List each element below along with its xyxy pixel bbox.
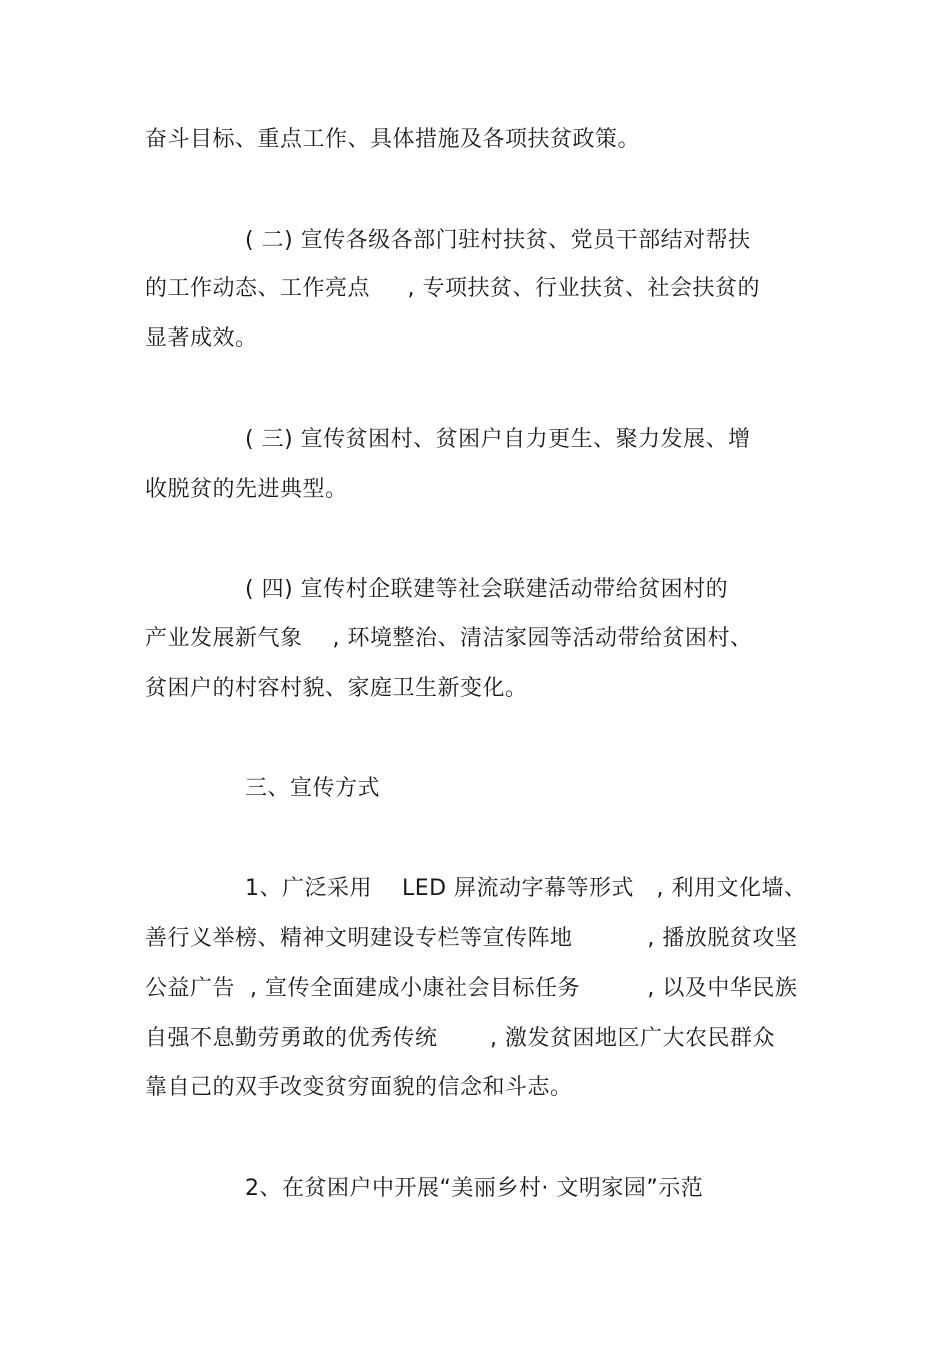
body-text-line: 产业发展新气象 , 环境整治、清洁家园等活动带给贫困村、 — [145, 626, 753, 651]
body-text-line: 公益广告 , 宣传全面建成小康社会目标任务 , 以及中华民族 — [145, 976, 798, 1001]
body-text-line: 收脱贫的先进典型。 — [145, 477, 348, 502]
body-text-line: 善行义举榜、精神文明建设专栏等宣传阵地 , 播放脱贫攻坚 — [145, 926, 798, 951]
body-text-line: 靠自己的双手改变贫穷面貌的信念和斗志。 — [145, 1075, 573, 1100]
body-text-line: 的工作动态、工作亮点 , 专项扶贫、行业扶贫、社会扶贫的 — [145, 276, 760, 301]
body-text-line: 贫困户的村容村貌、家庭卫生新变化。 — [145, 676, 528, 701]
item-2-line: 2、在贫困户中开展“美丽乡村· 文明家园”示范 — [245, 1176, 704, 1201]
body-text-line: 显著成效。 — [145, 326, 258, 351]
section-2-heading-line: ( 二) 宣传各级各部门驻村扶贫、党员干部结对帮扶 — [245, 228, 751, 253]
body-text-line: 自强不息勤劳勇敢的优秀传统 , 激发贫困地区广大农民群众 — [145, 1026, 775, 1051]
section-heading: 三、宣传方式 — [245, 776, 381, 801]
body-text-line: 奋斗目标、重点工作、具体措施及各项扶贫政策。 — [145, 127, 641, 152]
item-1-line: 1、广泛采用 LED 屏流动字幕等形式 , 利用文化墙、 — [245, 876, 807, 901]
section-3-heading-line: ( 三) 宣传贫困村、贫困户自力更生、聚力发展、增 — [245, 427, 751, 452]
section-4-heading-line: ( 四) 宣传村企联建等社会联建活动带给贫困村的 — [245, 577, 729, 602]
